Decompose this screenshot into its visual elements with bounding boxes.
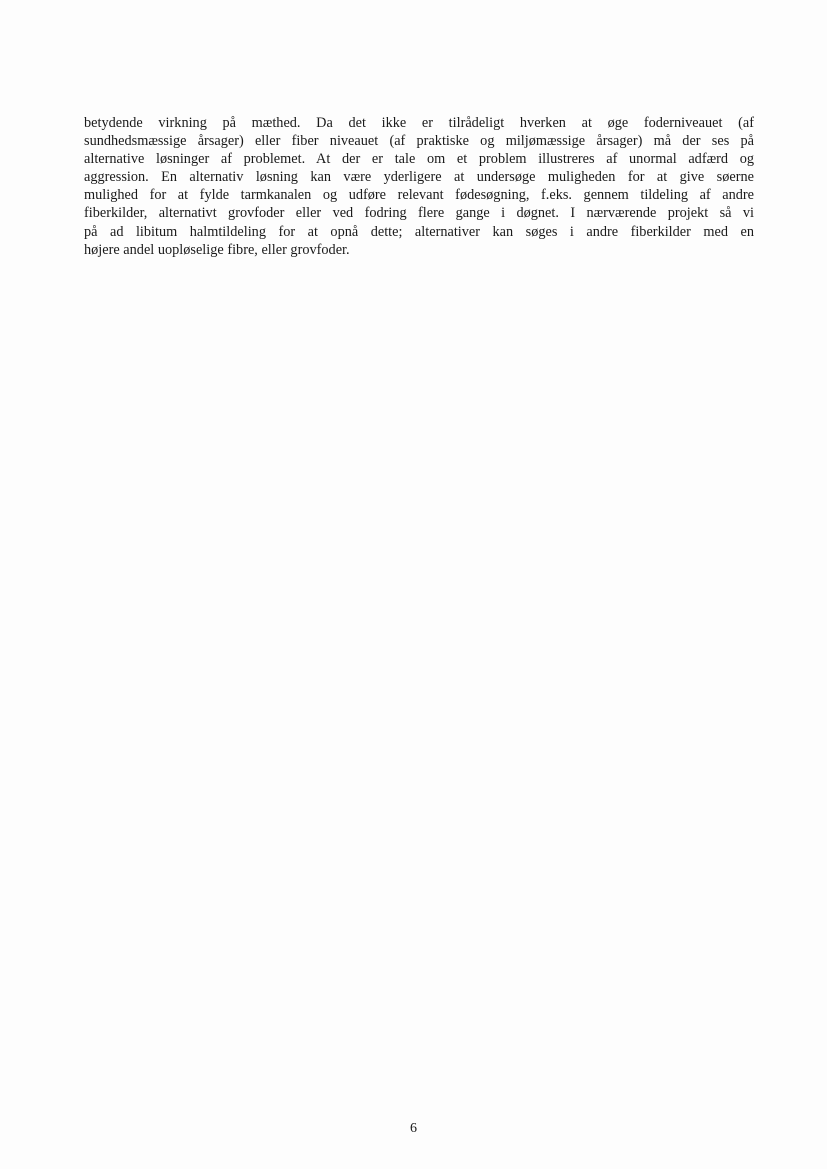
- page-number: 6: [410, 1121, 417, 1136]
- body-paragraph: [84, 114, 754, 259]
- paragraph-line: mulighed for at fylde tarmkanalen og udføre relevant fødesøgning, f.eks. gennem tildeling af andre: [84, 187, 754, 204]
- paragraph-line: sundhedsmæssige årsager) eller fiber niveauet (af praktiske og miljømæssige årsager) må der ses på: [84, 133, 754, 150]
- paragraph-line: aggression. En alternativ løsning kan være yderligere at undersøge muligheden for at give søerne: [84, 169, 754, 186]
- paragraph-line: fiberkilder, alternativt grovfoder eller ved fodring flere gange i døgnet. I nærværende projekt så vi: [84, 205, 754, 222]
- paragraph-line: alternative løsninger af problemet. At der er tale om et problem illustreres af unormal adfærd og: [84, 151, 754, 168]
- paragraph-line: betydende virkning på mæthed. Da det ikke er tilrådeligt hverken at øge foderniveauet (af: [84, 115, 754, 131]
- paragraph-line: højere andel uopløselige fibre, eller grovfoder.: [84, 241, 350, 258]
- paragraph-line: på ad libitum halmtildeling for at opnå dette; alternativer kan søges i andre fiberkilder med en: [84, 223, 754, 240]
